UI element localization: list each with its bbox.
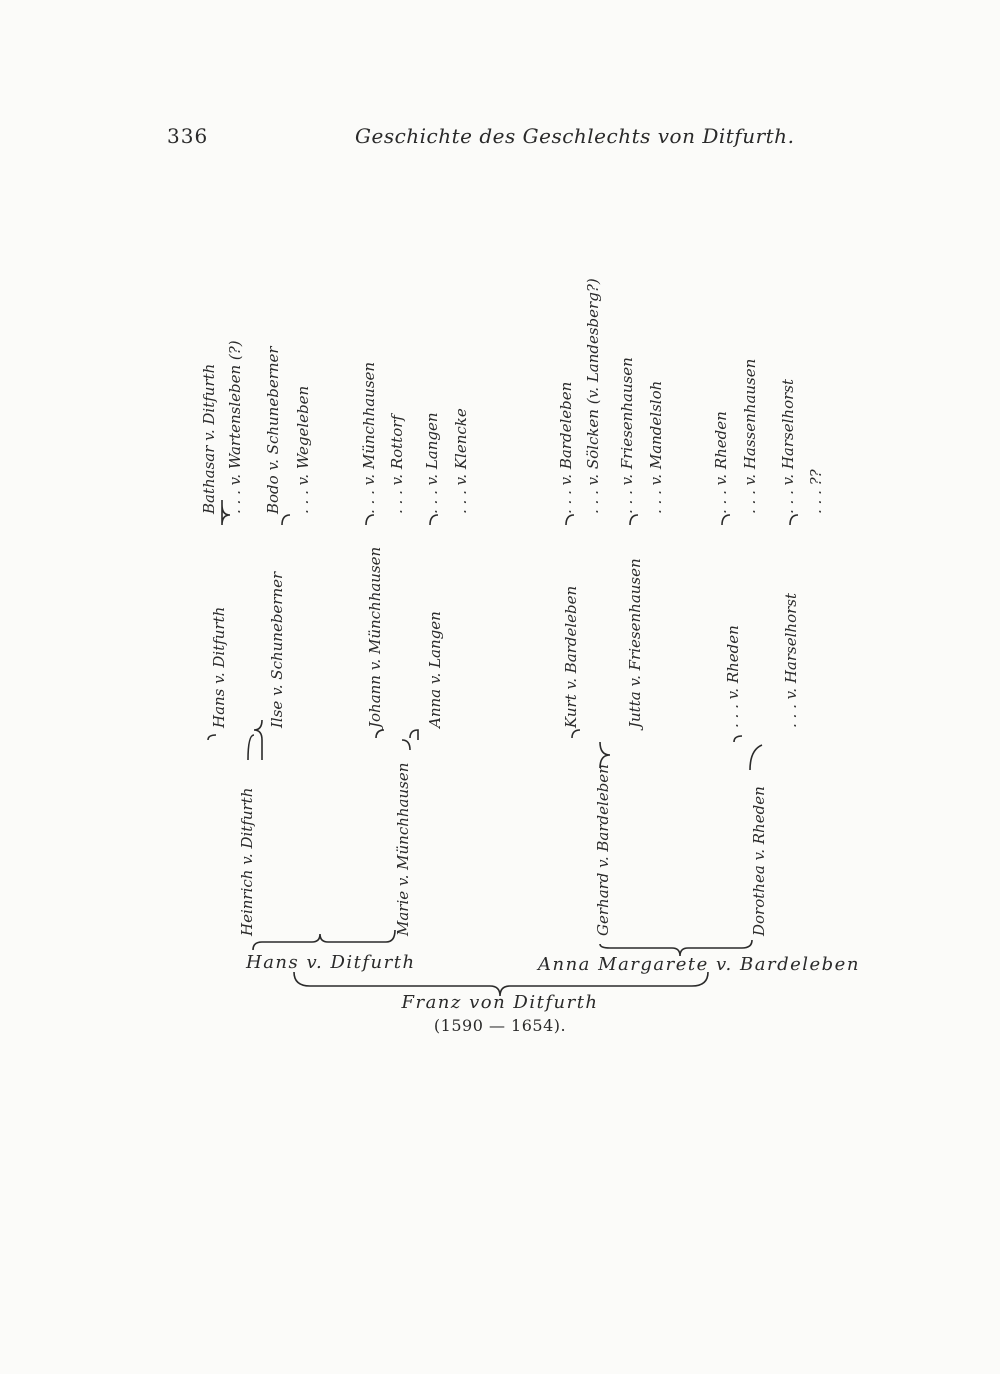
grandparent-name: Heinrich v. Ditfurth [238,787,256,936]
gg-name: . . . v. Mandelsloh [647,380,665,514]
mother-name: Anna Margarete v. Bardeleben [538,954,860,975]
rhed-brace [722,515,730,525]
gg-name: . . . v. Wartensleben (?) [226,340,244,514]
hans-brace [208,735,216,740]
johann-brace [376,730,384,738]
great-grandparent-name: Anna v. Langen [426,611,444,728]
father-brace [253,930,395,950]
gg-name: . . . v. Sölcken (v. Landesberg?) [584,278,602,514]
great-grandparent-name: Kurt v. Bardeleben [562,585,580,728]
muench-brace [366,515,374,525]
page-number: 336 [167,124,209,148]
gg-name: . . . v. Rheden [712,411,730,514]
rheden-brace [734,736,742,742]
great-grandparent-name: Hans v. Ditfurth [210,606,228,728]
gg-name: . . . v. Münchhausen [360,361,378,514]
gg-name: Bathasar v. Ditfurth [200,363,218,514]
gg-name: . . . v. Harselhorst [779,379,797,514]
great-grandparent-name: Johann v. Münchhausen [366,546,384,728]
kurt-brace [572,730,580,738]
bodo-brace [282,515,290,525]
fries-brace [630,515,638,525]
great-grandparent-name: . . . v. Rheden [724,625,742,728]
gg-name: . . . v. Rottorf [388,415,406,514]
gg-name: . . . v. Bardeleben [557,381,575,514]
great-grandparent-name: Ilse v. Schuneberner [268,571,286,728]
gg-name: . . . v. Langen [423,412,441,514]
bard-brace [566,515,574,525]
root-person-years: (1590 — 1654). [433,1016,567,1035]
great-grandparent-name: . . . v. Harselhorst [782,593,800,728]
father-name: Hans v. Ditfurth [246,952,416,973]
hars-brace [790,515,798,525]
langen-brace [430,515,438,525]
grandparent-name: Marie v. Münchhausen [394,762,412,936]
grandparent-name: Gerhard v. Bardeleben [594,764,612,936]
running-title: Geschichte des Geschlechts von Ditfurth. [355,124,795,148]
gg-name: . . . v. Friesenhausen [618,357,636,514]
root-person-name: Franz von Ditfurth [401,992,599,1013]
heinrich-brace [248,720,262,760]
great-grandparent-name: Jutta v. Friesenhausen [626,558,644,728]
gg-name: . . . v. Hassenhausen [741,358,759,514]
dorothea-brace [750,745,762,770]
gg-name: . . . v. Klencke [452,408,470,514]
grandparent-name: Dorothea v. Rheden [750,786,768,936]
gg-name: . . . v. Wegeleben [294,385,312,514]
gg-name: . . . ?? [807,469,825,514]
gg-name: Bodo v. Schuneberner [264,346,282,514]
